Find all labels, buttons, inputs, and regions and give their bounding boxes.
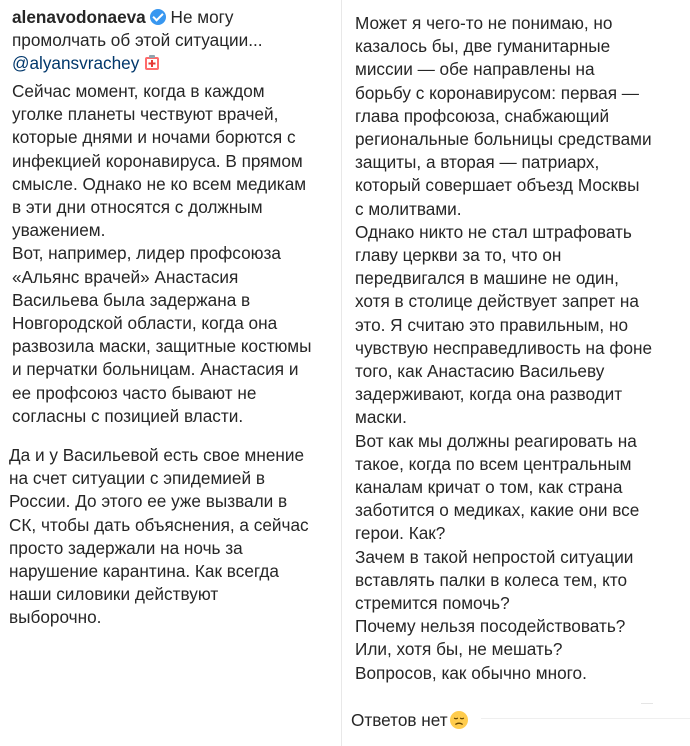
post-intro-line [12, 29, 263, 75]
post-header [12, 6, 234, 29]
hospital-emoji-icon [143, 54, 161, 72]
panel-divider [341, 0, 342, 746]
post-body-left: Сейчас момент, когда в каждом уголке планеты чествуют врачей, которые днями и ночами борются с инфекцией коронавируса. В прямом смысле. Однако не ко всем медикам в эти дни относятся с должным уважением. Вот, например, лидер профсоюза «Альянс врачей» Анастасия Васильева была задержана в Новгородской области, когда она развозила маски, защитные костюмы и перчатки больницам. Анастасия и ее профсоюз часто бывают не согласны с позицией власти. [12, 81, 312, 426]
username-link[interactable]: alenavodonaeva [12, 7, 146, 27]
post-body-left-continued: Да и у Васильевой есть свое мнение на счет ситуации с эпидемией в России. До этого ее уже вызвали в СК, чтобы дать объяснения, а сейчас просто задержали на ночь за нарушение карантина. Как всегда наши силовики действуют выборочно. [9, 445, 309, 628]
post-body-right: Может я чего-то не понимаю, но казалось бы, две гуманитарные миссии — обе направлены на борьбу с коронавирусом: первая — глава профсоюза, снабжающий региональные больницы средствами защиты, а вторая — патриарх, который совершает объезд Москвы с молитвами. Однако никто не стал штрафовать главу церкви за то, что он передвигался в машине не один, хотя в столице действует запрет на это. Я считаю это правильным, но чувствую несправедливость на фоне того, как Анастасию Васильеву задерживают, когда она разводит маски. Вот как мы должны реагировать на такое, когда по всем центральным каналам кричат о том, как страна заботится о медиках, какие они все герои. Как? Зачем в такой непростой ситуации вставлять палки в колеса тем, кто стремится помочь? Почему нельзя посодействовать? Или, хотя бы, не мешать? Вопросов, как обычно много. [355, 13, 653, 683]
post-ending [351, 709, 469, 732]
small-divider [641, 703, 653, 704]
verified-badge-icon [150, 9, 166, 25]
mention-link[interactable]: @alyansvrachey [12, 53, 140, 74]
pensive-face-emoji-icon [449, 710, 469, 730]
post-ending-text: Ответов нет [351, 710, 448, 730]
post-intro-continued: промолчать об этой ситуации... [12, 30, 263, 50]
bottom-separator [481, 718, 690, 719]
post-intro-text: Не могу [165, 7, 234, 27]
